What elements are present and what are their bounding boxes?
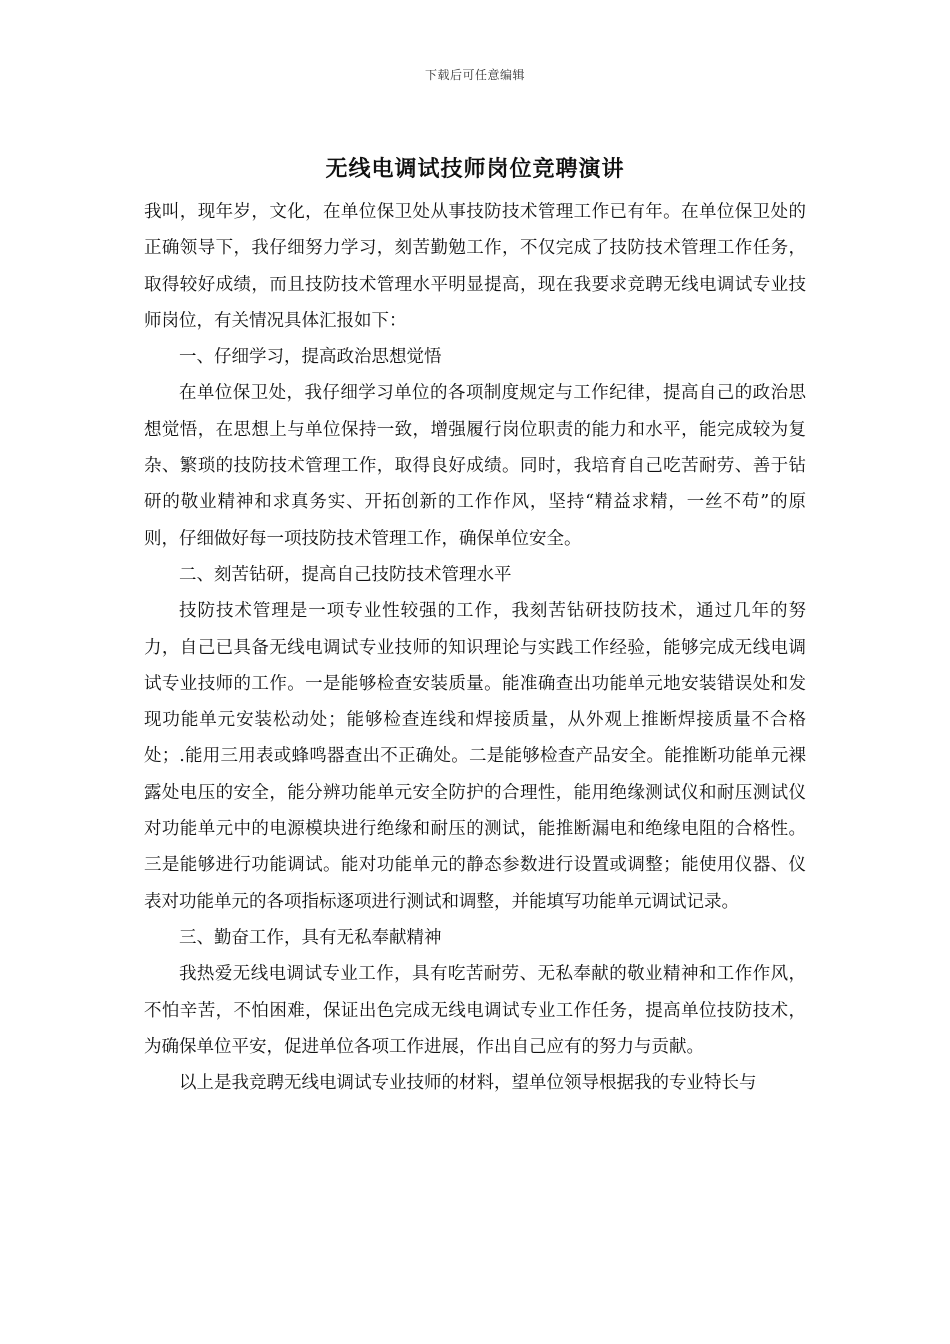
section-heading-1: 一、仔细学习，提高政治思想觉悟 [179, 347, 442, 368]
paragraph-section-1: 在单位保卫处，我仔细学习单位的各项制度规定与工作纪律，提高自己的政治思想觉悟，在思想上与单位保持一致，增强履行岗位职责的能力和水平，能完成较为复杂、繁琐的技防技术管理工作，取得良好成绩。同时，我培育自己吃苦耐劳、善于钻研的敬业精神和求真务实、开拓创新的工作作风，坚持“精益求精，一丝不苟”的原则，仔细做好每一项技防技术管理工作，确保单位安全。 [144, 383, 806, 549]
paragraph-section-2: 技防技术管理是一项专业性较强的工作，我刻苦钻研技防技术，通过几年的努力，自己已具备无线电调试专业技师的知识理论与实践工作经验，能够完成无线电调试专业技师的工作。一是能够检查安装质量。能准确查出功能单元地安装错误处和发现功能单元安装松动处；能够检查连线和焊接质量，从外观上推断焊接质量不合格处；.能用三用表或蜂鸣器查出不正确处。二是能够检查产品安全。能推断功能单元裸露处电压的安全，能分辨功能单元安全防护的合理性，能用绝缘测试仪和耐压测试仪对功能单元中的电源模块进行绝缘和耐压的测试，能推断漏电和绝缘电阻的合格性。三是能够进行功能调试。能对功能单元的静态参数进行设置或调整；能使用仪器、仪表对功能单元的各项指标逐项进行测试和调整，并能填写功能单元调试记录。 [144, 601, 806, 912]
document-body [144, 194, 806, 1101]
document-title: 无线电调试技师岗位竞聘演讲 [325, 156, 625, 182]
paragraph-section-3: 我热爱无线电调试专业工作，具有吃苦耐劳、无私奉献的敬业精神和工作作风，不怕辛苦，不怕困难，保证出色完成无线电调试专业工作任务，提高单位技防技术，为确保单位平安，促进单位各项工作进展，作出自己应有的努力与贡献。 [144, 964, 806, 1057]
page-header-note: 下载后可任意编辑 [424, 68, 525, 82]
section-heading-3: 三、勤奋工作，具有无私奉献精神 [179, 927, 442, 948]
paragraph-closing: 以上是我竞聘无线电调试专业技师的材料，望单位领导根据我的专业特长与 [179, 1073, 757, 1094]
paragraph-intro: 我叫，现年岁，文化，在单位保卫处从事技防技术管理工作已有年。在单位保卫处的正确领导下，我仔细努力学习，刻苦勤勉工作，不仅完成了技防技术管理工作任务，取得较好成绩，而且技防技术管理水平明显提高，现在我要求竞聘无线电调试专业技师岗位，有关情况具体汇报如下： [144, 202, 806, 331]
section-heading-2: 二、刻苦钻研，提高自己技防技术管理水平 [179, 564, 512, 585]
